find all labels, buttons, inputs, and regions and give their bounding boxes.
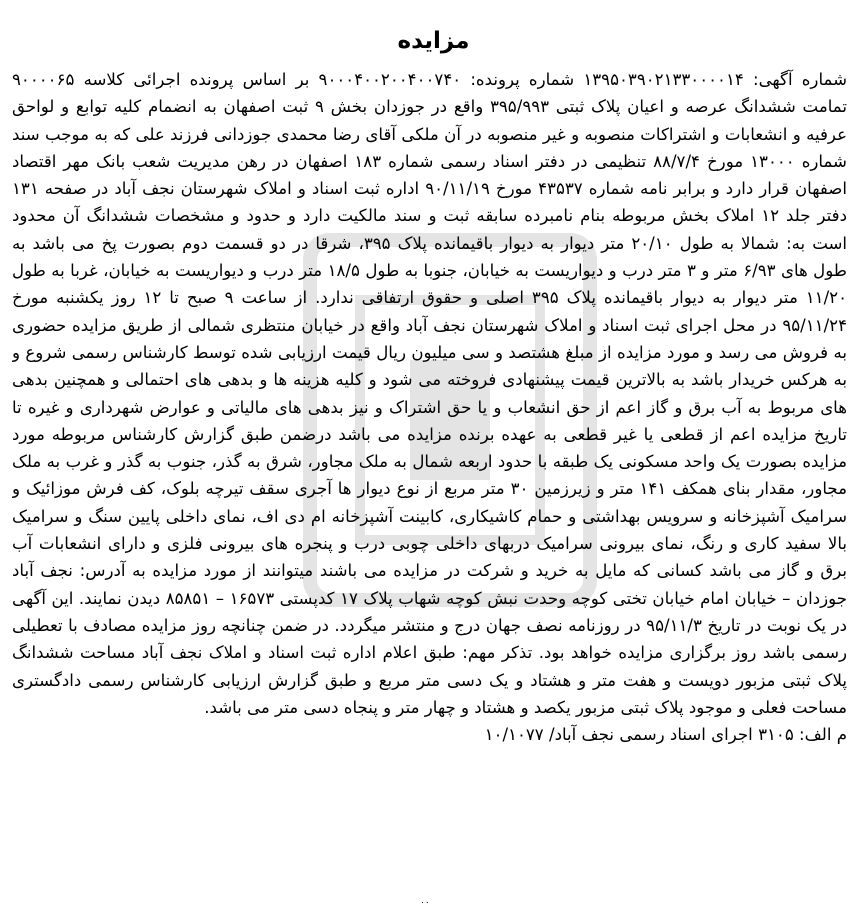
page-title: مزایده [397,28,470,54]
notice-signature: م الف: ۳۱۰۵ اجرای اسناد رسمی نجف آباد/ ۱۰/۱۰۷۷ [484,725,847,745]
notice-main-text: شماره آگهی: ۱۳۹۵۰۳۹۰۲۱۳۳۰۰۰۰۱۴ شماره پرونده: ۹۰۰۰۴۰۰۲۰۰۴۰۰۷۴۰ بر اساس پرونده اجرائی کلاسه ۹۰۰۰۰۶۵ تمامت ششدانگ عرصه و اعیان پلاک ثبتی ۳۹۵/۹۹۳ واقع در جوزدان بخش ۹ ثبت اصفهان به انضمام کلیه توابع و لواحق عرفیه و انشعابات و اشتراکات منصوبه و غیر منصوبه در آن ملکی آقای رضا محمدی جوزدانی فرزند علی که به موجب سند شماره ۱۳۰۰۰ مورخ ۸۸/۷/۴ تنظیمی در دفتر اسناد رسمی شماره ۱۸۳ اصفهان در رهن مدیریت شعب بانک مهر اقتصاد اصفهان قرار دارد و برابر نامه شماره ۴۳۵۳۷ مورخ ۹۰/۱۱/۱۹ اداره ثبت اسناد و املاک شهرستان نجف آباد در صفحه ۱۳۱ دفتر جلد ۱۲ املاک بخش مربوطه بنام نامبرده سابقه ثبت و سند مالکیت دارد و حدود و مشخصات ششدانگ آن محدود است به: شمالا به طول ۲۰/۱۰ متر دیوار به دیوار باقیمانده پلاک ۳۹۵، شرقا در دو قسمت دوم بصورت پخ می باشد به طول های ۶/۹۳ متر و ۳ متر درب و دیواریست به خیابان، جنوبا به طول ۱۸/۵ متر درب و دیواریست به خیابان، غربا به طول ۱۱/۲۰ متر دیوار به دیوار باقیمانده پلاک ۳۹۵ اصلی و حقوق ارتفاقی ندارد. از ساعت ۹ صبح تا ۱۲ روز یکشنبه مورخ ۹۵/۱۱/۲۴ در محل اجرای ثبت اسناد و املاک شهرستان نجف آباد واقع در خیابان منتظری شمالی از طریق مزایده حضوری به فروش می رسد و مورد مزایده از مبلغ هشتصد و سی میلیون ریال قیمت ارزیابی شده توسط کارشناس رسمی شروع و به هرکس خریدار باشد به بالاترین قیمت پیشنهادی فروخته می شود و کلیه هزینه ها و بدهی های احتمالی و همچنین بدهی های مربوط به آب برق و گاز اعم از حق انشعاب و یا حق اشتراک و نیز بدهی های مالیاتی و عوارض شهرداری و غیره تا تاریخ مزایده اعم از قطعی یا غیر قطعی به عهده برنده مزایده می باشد درضمن طبق گزارش کارشناس مربوطه مورد مزایده بصورت یک واحد مسکونی یک طبقه با حدود اربعه شمال به ملک مجاور، شرق به گذر، جنوب به گذر و غرب به ملک مجاور، مقدار بنای همکف ۱۴۱ متر و زیرزمین ۳۰ متر مربع از نوع دیوار ها آجری سقف تیرچه بلوک، کف فرش موزائیک و سرامیک آشپزخانه و سرویس بهداشتی و حمام کاشیکاری، کابینت آشپزخانه ام دی اف، نمای داخلی پایین سنگ و سرامیک بالا سفید کاری و رنگ، نمای بیرونی سرامیک دربهای داخلی چوبی درب و پنجره های بیرونی فلزی و دارای انشعابات آب برق و گاز می باشد کسانی که مایل به خرید و شرکت در مزایده می باشند میتوانند از مورد مزایده به آدرس: نجف آباد جوزدان – خیابان امام خیابان تختی کوچه وحدت نبش کوچه شهاب پلاک ۱۷ کدپستی ۱۶۵۷۳ – ۸۵۸۵۱ دیدن نمایند. این آگهی در یک نوبت در تاریخ ۹۵/۱۱/۳ در روزنامه نصف جهان درج و منتشر میگردد. در ضمن چنانچه روز مزایده مصادف با تعطیلی رسمی باشد روز برگزاری مزایده خواهد بود. تذکر مهم: طبق اعلام اداره ثبت اسناد و املاک نجف آباد مساحت ششدانگ پلاک ثبتی مزبور دویست و هفت متر و هشتاد و یک دسی متر مربع و طبق گزارش ارزیابی کارشناس رسمی دادگستری مساحت فعلی و موجود پلاک ثبتی مزبور یکصد و هشتاد و چهار متر و پنجاه دسی متر می باشد. [12,70,847,717]
notice-body [12,66,847,896]
page-number-mark: ۰۰ [420,898,430,906]
